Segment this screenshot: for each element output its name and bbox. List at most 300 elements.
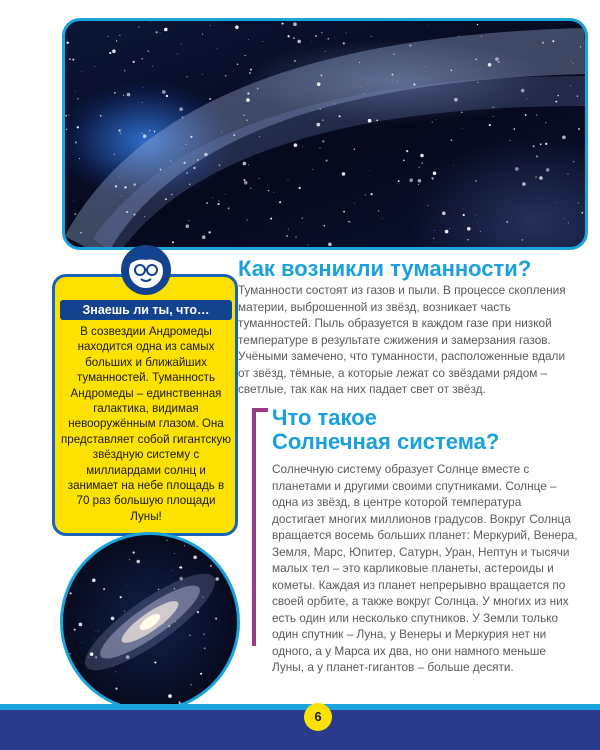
star bbox=[525, 114, 527, 116]
star bbox=[77, 98, 78, 99]
star bbox=[322, 140, 324, 142]
star bbox=[182, 148, 183, 149]
star bbox=[133, 214, 135, 216]
star bbox=[324, 225, 325, 226]
star bbox=[225, 75, 227, 77]
star bbox=[114, 153, 116, 155]
star bbox=[246, 119, 247, 120]
star bbox=[434, 230, 435, 231]
star bbox=[142, 133, 143, 134]
heading-solar-system-line1: Что такое bbox=[272, 405, 377, 430]
star bbox=[557, 202, 558, 203]
star bbox=[136, 560, 140, 564]
star bbox=[475, 180, 477, 182]
star bbox=[463, 214, 465, 216]
star bbox=[250, 69, 252, 71]
star bbox=[312, 169, 313, 170]
star bbox=[79, 158, 80, 159]
star bbox=[120, 133, 121, 134]
star bbox=[581, 212, 583, 214]
star bbox=[571, 61, 572, 62]
star bbox=[202, 597, 203, 598]
star bbox=[319, 147, 320, 148]
star bbox=[522, 182, 526, 186]
star bbox=[190, 699, 194, 703]
star bbox=[111, 617, 115, 621]
star bbox=[555, 101, 557, 103]
star bbox=[197, 541, 198, 542]
star bbox=[539, 176, 543, 180]
star bbox=[119, 176, 120, 177]
star bbox=[163, 623, 164, 624]
star bbox=[307, 244, 308, 245]
star bbox=[287, 35, 289, 37]
star bbox=[166, 540, 167, 541]
star bbox=[124, 186, 126, 188]
star bbox=[232, 550, 233, 551]
nebulae-text: Туманности состоят из газов и пыли. В процессе скопления материи, выброшенной из звёзд, возникает часть туманностей. Пыль образуется в каждом газе при низкой температуре в результате сжижения и замерзания газов. Учёными замечено, что туманности, расположенные вдали от звёзд, тёмные, а которые лежат со звёздами рядом – светлые, так как на них падает свет от звёзд. bbox=[238, 283, 566, 396]
star bbox=[77, 126, 79, 128]
star bbox=[203, 634, 204, 635]
star bbox=[282, 23, 284, 25]
star bbox=[174, 553, 175, 554]
star bbox=[215, 577, 219, 581]
star bbox=[213, 197, 214, 198]
star bbox=[288, 229, 289, 230]
star bbox=[536, 155, 538, 157]
star bbox=[193, 556, 197, 560]
star bbox=[536, 114, 537, 115]
star bbox=[354, 203, 355, 204]
star bbox=[82, 642, 83, 643]
star bbox=[227, 229, 228, 230]
star bbox=[215, 618, 217, 620]
star bbox=[168, 625, 170, 627]
star bbox=[409, 178, 413, 182]
star bbox=[557, 95, 559, 97]
star bbox=[233, 652, 234, 653]
star bbox=[295, 236, 296, 237]
starfield bbox=[65, 21, 585, 247]
star bbox=[119, 35, 120, 36]
star bbox=[521, 89, 525, 93]
star bbox=[126, 655, 130, 659]
star bbox=[498, 61, 500, 63]
star bbox=[154, 131, 155, 132]
star bbox=[168, 694, 172, 698]
star bbox=[315, 35, 317, 37]
star bbox=[80, 232, 82, 234]
star bbox=[174, 588, 175, 589]
star bbox=[218, 203, 220, 205]
star bbox=[98, 630, 99, 631]
nebula-image bbox=[62, 18, 588, 250]
star bbox=[133, 551, 135, 553]
star bbox=[364, 93, 365, 94]
star bbox=[542, 42, 544, 44]
star bbox=[480, 231, 481, 232]
star bbox=[160, 32, 161, 33]
star bbox=[445, 230, 449, 234]
heading-solar-system-line2: Солнечная система? bbox=[272, 429, 500, 454]
star bbox=[299, 187, 301, 189]
star bbox=[154, 661, 156, 663]
star bbox=[193, 545, 194, 546]
star bbox=[454, 98, 458, 102]
star bbox=[458, 36, 459, 37]
star bbox=[334, 103, 335, 104]
star bbox=[578, 203, 579, 204]
star bbox=[481, 36, 482, 37]
star bbox=[382, 218, 383, 219]
star bbox=[65, 115, 67, 117]
star bbox=[495, 57, 499, 61]
star bbox=[489, 124, 491, 126]
star bbox=[432, 122, 433, 123]
star bbox=[183, 162, 185, 164]
section-bar-top bbox=[252, 408, 268, 412]
star bbox=[181, 43, 182, 44]
star bbox=[321, 32, 322, 33]
star bbox=[442, 212, 446, 216]
star bbox=[354, 149, 355, 150]
star bbox=[248, 164, 249, 165]
star bbox=[118, 129, 120, 131]
star bbox=[311, 42, 312, 43]
star bbox=[552, 40, 554, 42]
star bbox=[185, 144, 186, 145]
star bbox=[235, 25, 239, 29]
star bbox=[249, 72, 251, 74]
star bbox=[180, 566, 182, 568]
star bbox=[179, 107, 183, 111]
star bbox=[368, 119, 372, 123]
star bbox=[343, 42, 345, 44]
star bbox=[217, 48, 218, 49]
star bbox=[150, 21, 151, 22]
star bbox=[570, 85, 571, 86]
star bbox=[124, 611, 125, 612]
star bbox=[124, 70, 125, 71]
star bbox=[461, 112, 462, 113]
star bbox=[243, 162, 247, 166]
star bbox=[96, 631, 97, 632]
star bbox=[198, 694, 200, 696]
star bbox=[72, 59, 74, 61]
star bbox=[397, 81, 398, 82]
star bbox=[286, 235, 288, 237]
star bbox=[204, 647, 206, 649]
star bbox=[184, 545, 185, 546]
star bbox=[160, 169, 162, 171]
star bbox=[171, 570, 172, 571]
star bbox=[294, 60, 296, 62]
star bbox=[348, 221, 349, 222]
star bbox=[422, 162, 423, 163]
star bbox=[406, 150, 408, 152]
star bbox=[100, 115, 102, 117]
star bbox=[208, 231, 210, 233]
star bbox=[510, 140, 511, 141]
star bbox=[158, 589, 160, 591]
star bbox=[247, 98, 249, 100]
star bbox=[580, 46, 581, 47]
star bbox=[493, 116, 494, 117]
section-bar bbox=[252, 408, 256, 646]
star bbox=[449, 228, 450, 229]
star bbox=[350, 221, 351, 222]
star bbox=[420, 154, 424, 158]
star bbox=[370, 170, 371, 171]
star bbox=[171, 194, 173, 196]
star bbox=[453, 165, 454, 166]
star bbox=[200, 673, 202, 675]
star bbox=[244, 55, 245, 56]
star bbox=[175, 621, 176, 622]
star bbox=[433, 238, 434, 239]
footer-band bbox=[0, 710, 600, 750]
star bbox=[243, 179, 245, 181]
star bbox=[179, 701, 181, 703]
star bbox=[170, 161, 171, 162]
star bbox=[477, 82, 478, 83]
star bbox=[258, 178, 259, 179]
star bbox=[190, 684, 191, 685]
star bbox=[126, 211, 128, 213]
star bbox=[467, 227, 471, 231]
star bbox=[162, 90, 166, 94]
star bbox=[109, 52, 111, 54]
star bbox=[85, 690, 89, 694]
star bbox=[129, 559, 130, 560]
star bbox=[299, 184, 300, 185]
star bbox=[319, 108, 321, 110]
star bbox=[210, 25, 211, 26]
star bbox=[371, 36, 372, 37]
star bbox=[193, 167, 195, 169]
star bbox=[73, 201, 74, 202]
star bbox=[209, 98, 211, 100]
star bbox=[200, 539, 201, 540]
solar-system-text: Солнечную систему образует Солнце вместе с планетами и другими своими спутниками. Солнце – одна из звёзд, в центре которой температура достигает многих миллионов градусов. Вокруг Солнца вращается восемь больших планет: Меркурий, Венера, Земля, Марс, Юпитер, Сатурн, Уран, Нептун и тысячи малых тел – это карликовые планеты, астероиды и кометы. Каждая из планет непрерывно вращается по своей орбите, а также вокруг Солнца. У многих из них есть один или несколько спутников. У Земли только один спутник – Луна, у Венеры и Меркурия нет ни одного, а у Марса их два, но они намного меньше Луны, а у планет-гигантов – больше десяти. bbox=[272, 462, 578, 674]
star bbox=[186, 76, 187, 77]
star bbox=[475, 215, 476, 216]
star bbox=[262, 41, 263, 42]
star bbox=[116, 40, 117, 41]
star bbox=[515, 167, 519, 171]
star bbox=[189, 220, 190, 221]
star bbox=[210, 565, 212, 567]
fact-box-title: Знаешь ли ты, что… bbox=[60, 300, 232, 320]
star bbox=[343, 211, 345, 213]
star bbox=[202, 74, 203, 75]
andromeda-galaxy-image bbox=[60, 532, 240, 712]
star bbox=[190, 136, 192, 138]
star bbox=[533, 145, 535, 147]
star bbox=[568, 174, 569, 175]
star bbox=[229, 690, 230, 691]
star bbox=[189, 184, 190, 185]
star bbox=[257, 88, 259, 90]
star bbox=[462, 128, 463, 129]
star bbox=[90, 652, 94, 656]
star bbox=[545, 143, 547, 145]
star bbox=[477, 223, 478, 224]
star bbox=[392, 74, 394, 76]
star bbox=[562, 136, 566, 140]
star bbox=[115, 671, 116, 672]
star bbox=[139, 26, 140, 27]
star bbox=[302, 146, 303, 147]
star bbox=[79, 623, 83, 627]
star bbox=[75, 91, 76, 92]
star bbox=[293, 22, 297, 26]
star bbox=[365, 195, 366, 196]
star bbox=[432, 177, 433, 178]
star bbox=[409, 45, 411, 47]
star bbox=[164, 28, 168, 32]
star bbox=[155, 31, 157, 33]
star bbox=[225, 194, 226, 195]
star bbox=[513, 128, 515, 130]
star bbox=[492, 107, 493, 108]
star bbox=[342, 172, 346, 176]
star bbox=[526, 98, 527, 99]
star bbox=[147, 50, 149, 52]
star bbox=[233, 134, 235, 136]
star bbox=[371, 193, 373, 195]
star bbox=[361, 87, 362, 88]
heading-solar-system bbox=[272, 406, 499, 454]
star bbox=[143, 134, 147, 138]
boy-with-glasses-icon bbox=[120, 244, 172, 296]
star bbox=[103, 588, 105, 590]
star bbox=[578, 128, 580, 130]
star bbox=[572, 63, 573, 64]
star bbox=[451, 139, 453, 141]
star bbox=[413, 83, 415, 85]
star bbox=[165, 198, 167, 200]
star bbox=[112, 49, 116, 53]
star bbox=[88, 657, 89, 658]
star bbox=[121, 195, 122, 196]
star bbox=[232, 658, 233, 659]
star bbox=[133, 61, 135, 63]
star bbox=[221, 131, 222, 132]
star bbox=[228, 207, 230, 209]
star bbox=[75, 141, 77, 143]
star bbox=[94, 66, 95, 67]
star bbox=[105, 542, 107, 544]
star bbox=[224, 575, 225, 576]
star bbox=[197, 159, 198, 160]
star bbox=[419, 167, 420, 168]
star bbox=[115, 185, 117, 187]
star bbox=[322, 119, 323, 120]
star bbox=[127, 93, 131, 97]
star bbox=[250, 188, 251, 189]
star bbox=[66, 129, 68, 131]
star bbox=[63, 688, 64, 689]
star bbox=[378, 210, 379, 211]
star bbox=[115, 687, 117, 689]
page-number: 6 bbox=[304, 703, 332, 731]
star bbox=[317, 123, 321, 127]
star bbox=[546, 168, 550, 172]
heading-nebulae: Как возникли туманности? bbox=[238, 256, 532, 281]
star bbox=[320, 74, 322, 76]
star bbox=[243, 114, 245, 116]
star bbox=[108, 36, 109, 37]
star bbox=[95, 656, 97, 658]
star bbox=[577, 95, 578, 96]
star bbox=[74, 629, 76, 631]
star bbox=[467, 239, 468, 240]
star bbox=[273, 192, 274, 193]
star bbox=[121, 129, 122, 130]
star bbox=[144, 216, 145, 217]
star bbox=[279, 201, 281, 203]
star bbox=[247, 92, 249, 94]
star bbox=[177, 54, 178, 55]
fact-box-text: В созвездии Андромеды находится одна из самых больших и ближайших туманностей. Туманность Андромеды – единственная галактика, видимая невооружённым глазом. Она представляет собой гигантскую звёздную систему с миллиардами солнц и занимает на небе площадь в 70 раз большую площади Луны! bbox=[61, 325, 231, 523]
star bbox=[522, 239, 524, 241]
star bbox=[134, 183, 136, 185]
star bbox=[450, 69, 452, 71]
star bbox=[149, 130, 150, 131]
star bbox=[317, 82, 321, 86]
star bbox=[259, 136, 260, 137]
star bbox=[244, 181, 248, 185]
star bbox=[179, 577, 183, 581]
star bbox=[477, 24, 478, 25]
star bbox=[418, 184, 419, 185]
star bbox=[182, 116, 184, 118]
star bbox=[293, 37, 295, 39]
star bbox=[564, 218, 565, 219]
star bbox=[568, 222, 569, 223]
star bbox=[152, 66, 153, 67]
star bbox=[127, 585, 128, 586]
star bbox=[535, 176, 536, 177]
star bbox=[69, 58, 71, 60]
star bbox=[573, 161, 574, 162]
star bbox=[141, 58, 142, 59]
star bbox=[540, 143, 542, 145]
star bbox=[74, 213, 76, 215]
star bbox=[67, 42, 69, 44]
star bbox=[92, 579, 96, 583]
star bbox=[545, 122, 546, 123]
star bbox=[338, 115, 340, 117]
star bbox=[506, 221, 508, 223]
star bbox=[418, 179, 422, 183]
star bbox=[143, 87, 144, 88]
star bbox=[288, 179, 289, 180]
star bbox=[393, 53, 395, 55]
star bbox=[398, 180, 400, 182]
star bbox=[202, 235, 206, 239]
star bbox=[248, 39, 249, 40]
star bbox=[86, 553, 87, 554]
star bbox=[166, 95, 168, 97]
star bbox=[172, 241, 174, 243]
star bbox=[268, 190, 270, 192]
star bbox=[94, 638, 95, 639]
star bbox=[66, 700, 67, 701]
star bbox=[114, 92, 116, 94]
star bbox=[120, 596, 122, 598]
